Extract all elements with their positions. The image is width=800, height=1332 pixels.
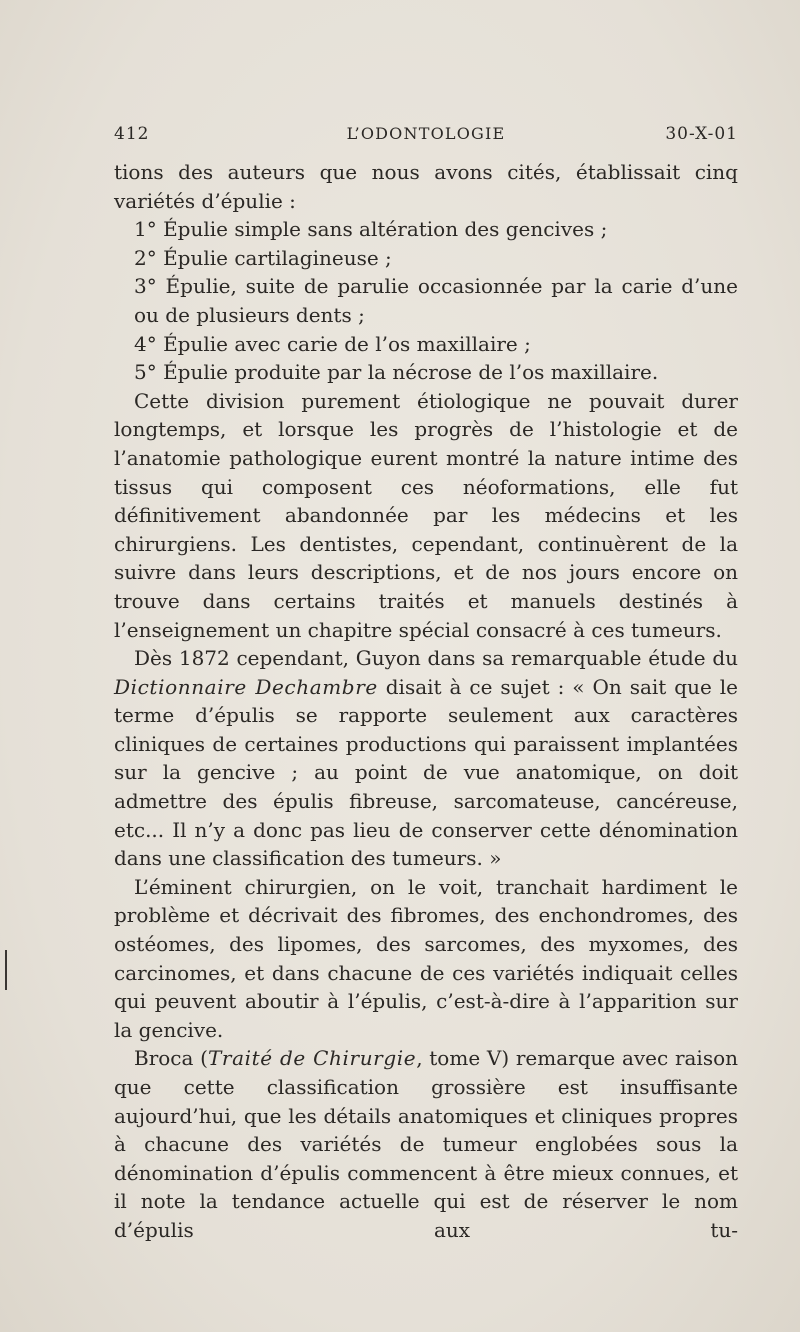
paragraph-continuation: tions des auteurs que nous avons cités, établissait cinq variétés d’épulie : xyxy=(114,160,738,213)
paragraph: Cette division purement étiologique ne pouvait durer longtemps, et lorsque les progrès de l’histologie et de l’anatomie pathologique eurent montré la nature intime des tissus qui composent ces néoformations, elle fut définitivement abandonnée par les médecins et les chirurgiens. Les dentistes, cependant, continuèrent de la suivre dans leurs descriptions, et de nos jours encore on trouve dans certains traités et manuels destinés à l’enseignement un chapitre spécial consacré à ces tumeurs. xyxy=(114,388,738,642)
issue-date: 30-X-01 xyxy=(665,124,738,144)
paragraph: L’éminent chirurgien, on le voit, tranchait hardiment le problème et décrivait des fibromes, des enchondromes, des ostéomes, des lipomes, des sarcomes, des myxomes, des carcinomes, et dans chacune de ces variétés indiquait celles qui peuvent aboutir à l’épulis, c’est-à-dire à l’apparition sur la gencive. xyxy=(114,874,738,1042)
text-run: , tome V) remarque avec raison que cette classification grossière est insuffisante aujourd’hui, que les détails anatomiques et cliniques propres à chacune des variétés de tumeur englobées sous la dénomination d’épulis commencent à être mieux connues, et il note la tendance actuelle qui est de réserver le nom d’épulis aux tu- xyxy=(114,1046,739,1242)
paragraph-broca xyxy=(114,1044,738,1244)
paragraph-guyon xyxy=(114,644,738,873)
running-header xyxy=(114,124,738,154)
cited-work-title: Traité de Chirurgie xyxy=(207,1046,417,1071)
running-title: L’ODONTOLOGIE xyxy=(346,124,506,143)
list-item: 4° Épulie avec carie de l’os maxillaire ; xyxy=(134,331,531,356)
margin-mark xyxy=(5,950,7,990)
cited-work-title: Dictionnaire Dechambre xyxy=(114,674,378,699)
text-run: Dès 1872 cependant, Guyon dans sa remarquable étude du xyxy=(134,646,738,671)
text-run: disait à ce sujet : « On sait que le terme d’épulis se rapporte seulement aux caractères cliniques de certaines productions qui paraissent implantées sur la gencive ; au point de vue anatomique, on doit admettre des épulis fibreuse, sarcomateuse, cancéreuse, etc... Il n’y a donc pas lieu de conserver cette dénomination dans une classification des tumeurs. » xyxy=(114,674,739,871)
list-item: 5° Épulie produite par la nécrose de l’os maxillaire. xyxy=(134,360,659,385)
page-number: 412 xyxy=(114,124,150,144)
list-item: 3° Épulie, suite de parulie occasionnée par la carie d’une ou de plusieurs dents ; xyxy=(134,274,738,327)
list-item: 2° Épulie cartilagineuse ; xyxy=(134,245,392,270)
body-text xyxy=(114,158,738,1245)
list-item: 1° Épulie simple sans altération des gencives ; xyxy=(134,217,608,242)
text-run: Broca ( xyxy=(134,1046,208,1071)
